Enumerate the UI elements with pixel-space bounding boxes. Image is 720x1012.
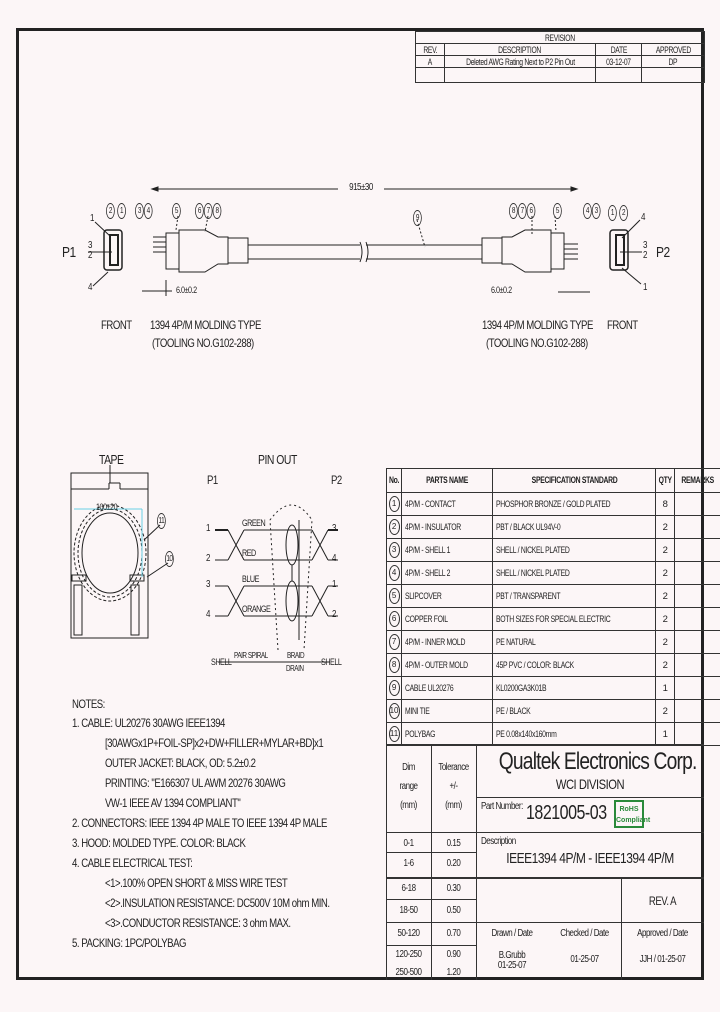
- p1-pin-3: 3: [88, 240, 92, 251]
- p1-front-label: FRONT: [101, 318, 132, 332]
- title-block: [386, 744, 704, 980]
- p2-pin-1: 1: [643, 282, 647, 293]
- callout-1: 1: [608, 205, 617, 221]
- callout-2: 2: [106, 203, 115, 219]
- braid-label: BRAID: [287, 651, 305, 660]
- part-number-label: Part Number:: [481, 801, 523, 812]
- part-number: 1821005-03: [526, 802, 607, 824]
- callout-3: 3: [135, 203, 144, 219]
- revision-row: A Deleted AWG Rating Next to P2 Pin Out 03-12-07 DP: [416, 56, 705, 68]
- note-line: <3>.CONDUCTOR RESISTANCE: 3 ohm MAX.: [105, 916, 291, 930]
- no-header: No.: [388, 475, 400, 486]
- wire-orange: ORANGE: [242, 604, 271, 614]
- parts-row: 5 SLIPCOVER PBT / TRANSPARENT 2: [387, 585, 720, 608]
- tape-title: TAPE: [99, 452, 124, 467]
- parts-row: 10 MINI TIE PE / BLACK 2: [387, 700, 720, 723]
- p2-label: P2: [656, 244, 670, 261]
- p2-pin-2: 2: [643, 250, 647, 261]
- pinout-diagram: [200, 500, 350, 670]
- tol-value: 0.50: [446, 905, 461, 916]
- description-label: Description: [481, 836, 516, 847]
- callout-2: 2: [619, 205, 628, 221]
- note-line: <1>.100% OPEN SHORT & MISS WIRE TEST: [105, 876, 288, 890]
- pair-spiral-label: PAIR SPIRAL: [234, 651, 268, 660]
- drawn-by: B.Grubb: [498, 950, 526, 961]
- tol-value: 0.20: [446, 858, 461, 869]
- callout-3: 3: [592, 203, 601, 219]
- description-header: DESCRIPTION: [498, 44, 542, 55]
- spec-header: SPECIFICATION STANDARD: [531, 475, 618, 486]
- tol-value: 0.15: [446, 838, 461, 849]
- note-line: OUTER JACKET: BLACK, OD: 5.2±0.2: [105, 756, 256, 770]
- wire-blue: BLUE: [242, 574, 259, 584]
- tol-value: 0.30: [446, 883, 461, 894]
- tol-value: 1.20: [446, 967, 461, 978]
- tolerance-header: Tolerance +/- (mm): [438, 762, 469, 811]
- drawn-date: 01-25-07: [497, 960, 527, 971]
- qty-header: QTY: [658, 475, 672, 486]
- p1-tooling: (TOOLING NO.G102-288): [152, 336, 254, 350]
- tol-range: 1-6: [403, 858, 414, 869]
- tape-dimension: 100±20: [96, 502, 118, 512]
- approved-date: JJH / 01-25-07: [639, 954, 686, 965]
- parts-row: 6 COPPER FOIL BOTH SIZES FOR SPECIAL ELECTRIC 2: [387, 608, 720, 631]
- parts-table: [386, 468, 720, 746]
- note-line: VW-1 IEEE AV 1394 COMPLIANT": [105, 796, 241, 810]
- callout-4: 4: [144, 203, 153, 219]
- p2-front-label: FRONT: [607, 318, 638, 332]
- parts-row: 1 4P/M - CONTACT PHOSPHOR BRONZE / GOLD PLATED 8: [387, 493, 720, 516]
- pinout-p2-pin: 1: [332, 579, 336, 590]
- callout-6: 6: [527, 203, 536, 219]
- callout-8: 8: [213, 203, 222, 219]
- rohs-badge: RoHS Compliant: [614, 800, 644, 828]
- tol-range: 50-120: [397, 928, 420, 939]
- approved-label: Approved / Date: [637, 928, 688, 939]
- p2-pin-4: 4: [641, 212, 645, 223]
- division-name: WCI DIVISION: [555, 776, 625, 792]
- callout-7: 7: [204, 203, 213, 219]
- p2-tooling: (TOOLING NO.G102-288): [486, 336, 588, 350]
- wire-green: GREEN: [242, 518, 266, 528]
- tol-range: 250-500: [395, 967, 422, 978]
- date-header: DATE: [610, 44, 627, 55]
- tol-value: 0.90: [446, 949, 461, 960]
- p1-pin-2: 2: [88, 250, 92, 261]
- p1-pin-4: 4: [88, 282, 92, 293]
- pinout-p2: P2: [331, 473, 342, 487]
- pinout-p2-pin: 3: [332, 523, 336, 534]
- callout-1: 1: [117, 203, 126, 219]
- note-line: 4. CABLE ELECTRICAL TEST:: [72, 856, 193, 870]
- p1-label: P1: [62, 244, 76, 261]
- note-line: 3. HOOD: MOLDED TYPE. COLOR: BLACK: [72, 836, 246, 850]
- callout-5: 5: [172, 203, 181, 219]
- p2-pin-3: 3: [643, 240, 647, 251]
- tol-range: 120-250: [395, 949, 422, 960]
- parts-row: 9 CABLE UL20276 KL0200GA3K01B 1: [387, 677, 720, 700]
- rev-label: REV. A: [648, 894, 677, 908]
- pinout-p1: P1: [207, 473, 218, 487]
- p2-dimension: 6.0±0.2: [491, 285, 512, 295]
- callout-4: 4: [583, 203, 592, 219]
- rev-header: REV.: [423, 44, 437, 55]
- parts-row: 11 POLYBAG PE 0.08x140x160mm 1: [387, 723, 720, 746]
- note-line: PRINTING: "E166307 UL AWM 20276 30AWG: [105, 776, 286, 790]
- callout-7: 7: [518, 203, 527, 219]
- approved-header: APPROVED: [655, 44, 691, 55]
- p1-molding-type: 1394 4P/M MOLDING TYPE: [150, 318, 261, 332]
- parts-name-header: PARTS NAME: [426, 475, 469, 486]
- pinout-p1-pin: 1: [206, 523, 210, 534]
- callout-8: 8: [509, 203, 518, 219]
- pinout-p2-pin: 4: [332, 553, 336, 564]
- parts-row: 8 4P/M - OUTER MOLD 45P PVC / COLOR: BLACK 2: [387, 654, 720, 677]
- note-line: <2>.INSULATION RESISTANCE: DC500V 10M ohm MIN.: [105, 896, 330, 910]
- remarks-header: REMARKS: [681, 475, 715, 486]
- drain-label: DRAIN: [286, 664, 304, 673]
- pinout-title: PIN OUT: [258, 452, 297, 467]
- note-line: 5. PACKING: 1PC/POLYBAG: [72, 936, 186, 950]
- p2-molding-type: 1394 4P/M MOLDING TYPE: [482, 318, 593, 332]
- drawn-label: Drawn / Date: [491, 928, 533, 939]
- pinout-p2-pin: 2: [332, 609, 336, 620]
- revision-title: REVISION: [416, 32, 705, 44]
- tol-range: 0-1: [403, 838, 414, 849]
- note-line: 1. CABLE: UL20276 30AWG IEEE1394: [72, 716, 225, 730]
- p1-pin-1: 1: [90, 213, 94, 224]
- notes-title: NOTES:: [72, 697, 105, 711]
- description-value: IEEE1394 4P/M - IEEE1394 4P/M: [506, 850, 674, 867]
- callout-6: 6: [195, 203, 204, 219]
- company-name: Qualtek Electronics Corp.: [498, 748, 697, 775]
- callout-5: 5: [553, 203, 562, 219]
- p1-dimension: 6.0±0.2: [176, 285, 197, 295]
- shell-left-label: SHELL: [211, 657, 232, 667]
- tol-range: 6-18: [401, 883, 416, 894]
- shell-right-label: SHELL: [321, 657, 342, 667]
- parts-row: 2 4P/M - INSULATOR PBT / BLACK UL94V-0 2: [387, 516, 720, 539]
- note-line: 2. CONNECTORS: IEEE 1394 4P MALE TO IEEE 1394 4P MALE: [72, 816, 327, 830]
- pinout-p1-pin: 3: [206, 579, 210, 590]
- overall-length-dim: 915±30: [349, 182, 373, 193]
- note-line: [30AWGx1P+FOIL-SP]x2+DW+FILLER+MYLAR+BD]x1: [105, 736, 324, 750]
- wire-red: RED: [242, 548, 256, 558]
- checked-label: Checked / Date: [560, 928, 609, 939]
- callout-10: 10: [165, 551, 174, 567]
- pinout-p1-pin: 2: [206, 553, 210, 564]
- parts-row: 4 4P/M - SHELL 2 SHELL / NICKEL PLATED 2: [387, 562, 720, 585]
- tol-value: 0.70: [446, 928, 461, 939]
- callout-11: 11: [157, 513, 166, 529]
- pinout-p1-pin: 4: [206, 609, 210, 620]
- dim-range-header: Dim range (mm): [399, 762, 418, 811]
- tol-range: 18-50: [399, 905, 418, 916]
- parts-row: 7 4P/M - INNER MOLD PE NATURAL 2: [387, 631, 720, 654]
- checked-date: 01-25-07: [570, 954, 599, 965]
- callout-9: 9: [413, 210, 422, 226]
- parts-row: 3 4P/M - SHELL 1 SHELL / NICKEL PLATED 2: [387, 539, 720, 562]
